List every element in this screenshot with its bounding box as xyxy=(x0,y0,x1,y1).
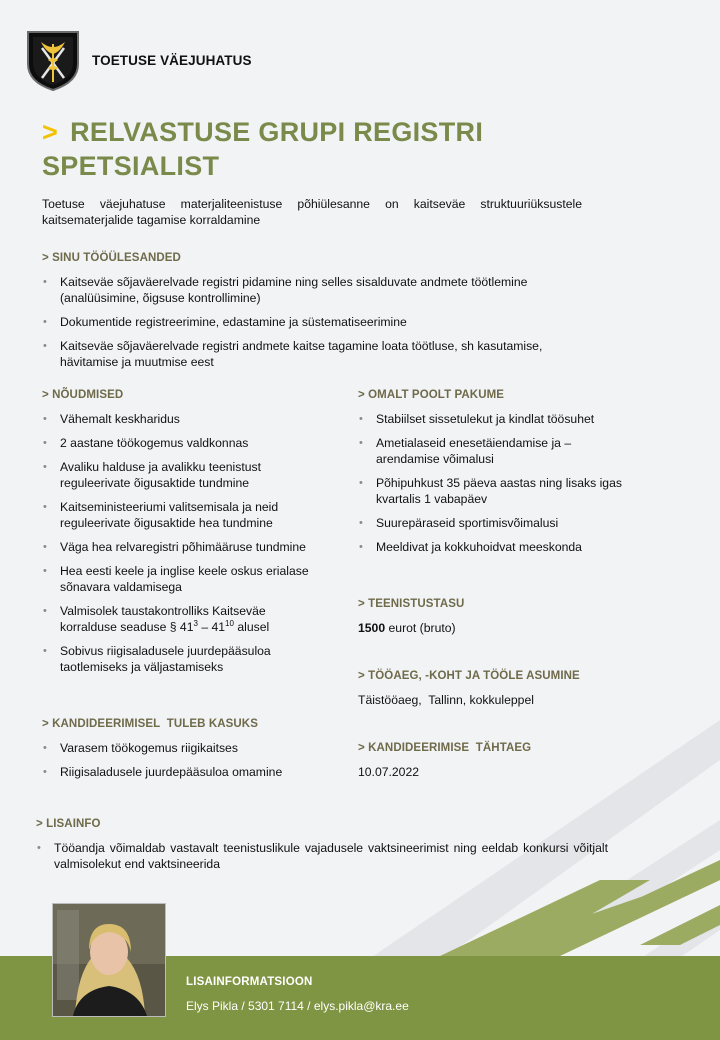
contact-heading: LISAINFORMATSIOON xyxy=(186,976,313,988)
extra-info-item: • Tööandja võimaldab vastavalt teenistuslikule vajadusele vaktsineerimist ning eeldab konkursi võitjalt valmisolekut end vaktsineerida xyxy=(36,840,608,872)
advantage-item: • Varasem töökogemus riigikaitses xyxy=(42,740,322,756)
logo xyxy=(26,30,80,92)
salary-section xyxy=(358,598,658,636)
offer-item: • Stabiilset sissetulekut ja kindlat töösuhet xyxy=(358,411,628,427)
duty-item: • Kaitseväe sõjaväerelvade registri andmete kaitse tagamine loata töötluse, sh kasutamise, hävitamise ja muutmise eest xyxy=(42,338,602,370)
advantage-item: • Riigisaladusele juurdepääsuloa omamine xyxy=(42,764,322,780)
person-photo-icon xyxy=(53,904,165,1016)
advantages-section xyxy=(42,718,322,780)
deadline-date: 10.07.2022 xyxy=(358,765,419,779)
worktime-value: Täistööaeg, Tallinn, kokkuleppel xyxy=(358,693,534,707)
salary-value: 1500 eurot (bruto) xyxy=(358,621,456,635)
duty-item: • Dokumentide registreerimine, edastamine ja süstematiseerimine xyxy=(42,314,602,330)
job-title xyxy=(42,115,662,183)
military-shield-icon xyxy=(26,30,80,92)
duties-heading: > SINU TÖÖÜLESANDED xyxy=(42,252,181,264)
requirement-item: • Kaitseministeeriumi valitsemisala ja neid reguleerivate õigusaktide hea tundmine xyxy=(42,499,314,531)
deadline-section xyxy=(358,742,658,780)
extra-info-section xyxy=(36,818,608,872)
requirement-item: • Avaliku halduse ja avalikku teenistust reguleerivate õigusaktide tundmine xyxy=(42,459,314,491)
duties-section xyxy=(42,252,602,370)
contact-line: Elys Pikla / 5301 7114 / elys.pikla@kra.ee xyxy=(186,999,409,1013)
worktime-heading: > TÖÖAEG, -KOHT JA TÖÖLE ASUMINE xyxy=(358,670,580,682)
salary-heading: > TEENISTUSTASU xyxy=(358,598,465,610)
org-name: TOETUSE VÄEJUHATUS xyxy=(92,53,252,68)
offer-item: • Põhipuhkust 35 päeva aastas ning lisaks igas kvartalis 1 vabapäev xyxy=(358,475,628,507)
requirements-heading: > NÕUDMISED xyxy=(42,389,124,401)
worktime-section xyxy=(358,670,678,708)
duty-item: • Kaitseväe sõjaväerelvade registri pidamine ning selles sisalduvate andmete töötlemine (analüüsimine, õigsuse kontrollimine) xyxy=(42,274,602,306)
requirements-section xyxy=(42,389,314,675)
offer-item: • Meeldivat ja kokkuhoidvat meeskonda xyxy=(358,539,628,555)
offer-section xyxy=(358,389,628,555)
requirement-item: • Väga hea relvaregistri põhimääruse tundmine xyxy=(42,539,314,555)
requirement-item-security-check: • Valmisolek taustakontrolliks Kaitseväe korralduse seaduse § $41^3 - 41^{10}$ alusel xyxy=(42,603,314,635)
advantages-heading: > KANDIDEERIMISEL TULEB KASUKS xyxy=(42,718,258,730)
offer-item: • Ametialaseid enesetäiendamise ja – arendamise võimalusi xyxy=(358,435,628,467)
requirement-item: • Hea eesti keele ja inglise keele oskus erialase sõnavara valdamisega xyxy=(42,563,314,595)
requirement-item: • Sobivus riigisaladusele juurdepääsuloa taotlemiseks ja väljastamiseks xyxy=(42,643,314,675)
requirement-item: • Vähemalt keskharidus xyxy=(42,411,314,427)
offer-item: • Suurepäraseid sportimisvõimalusi xyxy=(358,515,628,531)
contact-photo xyxy=(52,903,166,1017)
title-arrow-icon: > xyxy=(42,117,59,147)
offer-heading: > OMALT POOLT PAKUME xyxy=(358,389,505,401)
job-title-text: RELVASTUSE GRUPI REGISTRI SPETSIALIST xyxy=(42,117,484,181)
deadline-heading: > KANDIDEERIMISE TÄHTAEG xyxy=(358,742,532,754)
requirement-item: • 2 aastane töökogemus valdkonnas xyxy=(42,435,314,451)
extra-info-heading: > LISAINFO xyxy=(36,818,101,830)
intro-text: Toetuse väejuhatuse materjaliteenistuse põhiülesanne on kaitseväe struktuuriüksustele kaitsematerjalide tagamise korraldamine xyxy=(42,197,582,227)
